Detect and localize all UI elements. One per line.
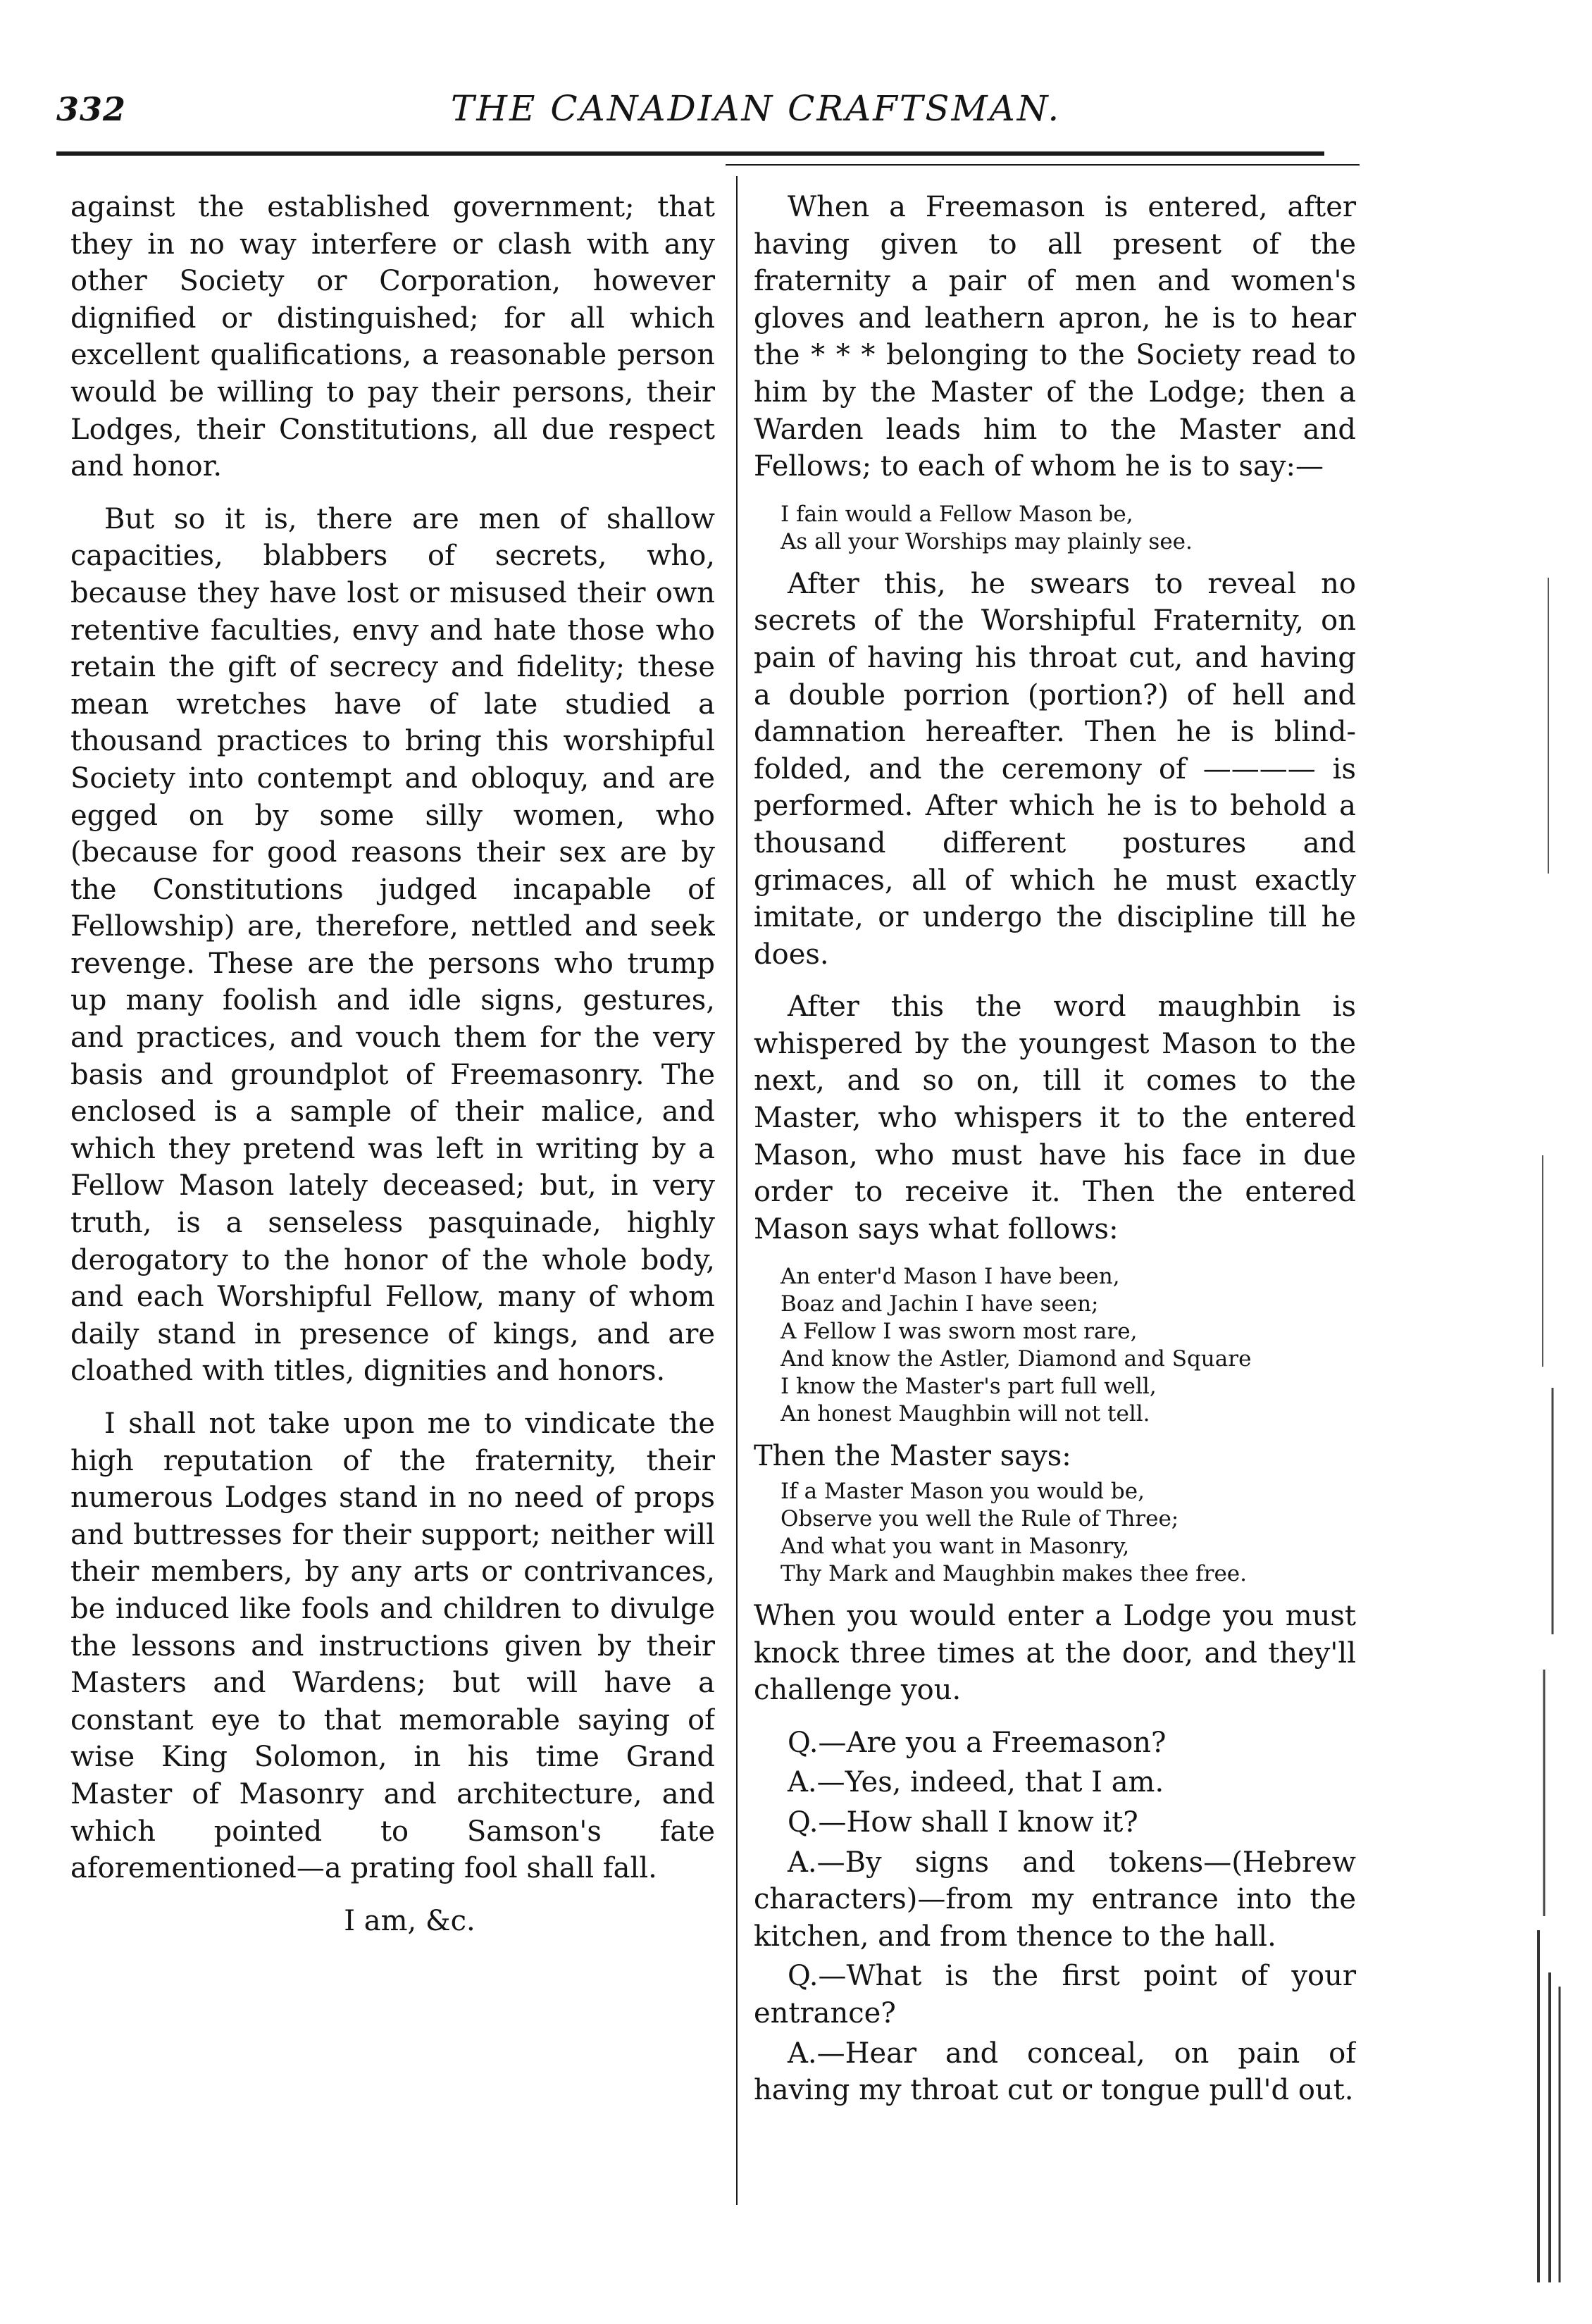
verse-line: Thy Mark and Maughbin makes thee free. bbox=[781, 1561, 1247, 1587]
verse-line: An honest Maughbin will not tell. bbox=[781, 1401, 1150, 1427]
paragraph: Then the Master says: bbox=[754, 1440, 1071, 1473]
verse-line: And know the Astler, Diamond and Square bbox=[781, 1346, 1252, 1372]
paragraph: I shall not take upon me to vindicate the high reputation of the fraternity, their numerous Lodges stand in no need of props and buttresses for their support; neither will their members, by any arts or contrivances, be induced like fools and children to divulge the lessons and instructions given by their Masters and Wardens; but will have a constant eye to that memorable saying of wise King Solomon, in his time Grand Master of Masonry and architecture, and which pointed to Samson's fate aforementioned—a prating fool shall fall. bbox=[70, 1408, 715, 1885]
paragraph: After this the word maughbin is whispered by the youngest Mason to the next, and so on, till it comes to the Master, who whispers it to the entered Mason, who must have his face in due order to receive it. Then the entered Mason says what follows: bbox=[754, 990, 1356, 1245]
paragraph: But so it is, there are men of shallow capacities, blabbers of secrets, who, because they have lost or misused their own retentive faculties, envy and hate those who retain the gift of secrecy and fidelity; these mean wretches have of late studied a thousand practices to bring this worshipful Society into contempt and obloquy, and are egged on by some silly women, who (because for good reasons their sex are by the Constitutions judged incapable of Fellowship) are, therefore, nettled and seek revenge. These are the persons who trump up many foolish and idle signs, gestures, and practices, and vouch them for the very basis and groundplot of Freemasonry. The enclosed is a sample of their malice, and which they pretend was left in writing by a Fellow Mason lately deceased; but, in very truth, is a senseless pasquinade, highly derogatory to the honor of the whole body, and each Worshipful Fellow, many of whom daily stand in presence of kings, and are cloathed with titles, dignities and honors. bbox=[70, 502, 715, 1388]
verse-line: And what you want in Masonry, bbox=[781, 1534, 1130, 1560]
verse-line: Boaz and Jachin I have seen; bbox=[781, 1291, 1099, 1317]
verse-block bbox=[781, 1263, 1356, 1428]
verse-block bbox=[781, 501, 1356, 556]
left-column bbox=[70, 189, 715, 2211]
verse-block bbox=[781, 1478, 1356, 1588]
scan-edge-marks bbox=[1529, 578, 1571, 2282]
verse-line: I know the Master's part full well, bbox=[781, 1374, 1157, 1400]
verse-line: An enter'd Mason I have been, bbox=[781, 1264, 1120, 1290]
verse-line: A Fellow I was sworn most rare, bbox=[781, 1319, 1138, 1345]
verse-line: As all your Worships may plainly see. bbox=[781, 528, 1193, 554]
paragraph: against the established government; that they in no way interfere or clash with any other Society or Corporation, however dignified or distinguished; for all which excellent qualifications, a reasonable person would be willing to pay their persons, their Lodges, their Constitutions, all due respect and honor. bbox=[70, 191, 715, 483]
dialogue-line: Q.—Are you a Freemason? bbox=[788, 1726, 1167, 1759]
dialogue-line: A.—Hear and conceal, on pain of having my throat cut or tongue pull'd out. bbox=[754, 2037, 1356, 2107]
dialogue-line: Q.—How shall I know it? bbox=[788, 1806, 1138, 1839]
header-rule-thin bbox=[726, 164, 1360, 166]
dialogue-line: Q.—What is the first point of your entrance? bbox=[754, 1960, 1356, 2030]
paragraph: After this, he swears to reveal no secrets of the Worshipful Fraternity, on pain of having his throat cut, and having a double porrion (portion?) of hell and damnation hereafter. Then he is blind-folded, and the ceremony of ———— is performed. After which he is to behold a thousand different postures and grimaces, all of which he must exactly imitate, or undergo the discipline till he does. bbox=[754, 567, 1356, 971]
paragraph: When you would enter a Lodge you must knock three times at the door, and they'll challenge you. bbox=[754, 1600, 1356, 1707]
verse-line: If a Master Mason you would be, bbox=[781, 1479, 1145, 1505]
header-rule bbox=[56, 151, 1324, 156]
closing-line: I am, &c. bbox=[344, 1904, 475, 1937]
verse-line: I fain would a Fellow Mason be, bbox=[781, 501, 1133, 527]
page-number: 332 bbox=[56, 90, 127, 128]
dialogue-line: A.—By signs and tokens—(Hebrew characters)—from my entrance into the kitchen, and from thence to the hall. bbox=[754, 1846, 1356, 1953]
column-divider bbox=[736, 176, 738, 2205]
paragraph: When a Freemason is entered, after having given to all present of the fraternity a pair of men and women's gloves and leathern apron, he is to hear the * * * belonging to the Society read to him by the Master of the Lodge; then a Warden leads him to the Master and Fellows; to each of whom he is to say:— bbox=[754, 191, 1356, 483]
verse-line: Observe you well the Rule of Three; bbox=[781, 1506, 1179, 1532]
dialogue-line: A.—Yes, indeed, that I am. bbox=[788, 1766, 1164, 1799]
running-title: THE CANADIAN CRAFTSMAN. bbox=[451, 88, 1062, 129]
right-column bbox=[754, 189, 1356, 2211]
